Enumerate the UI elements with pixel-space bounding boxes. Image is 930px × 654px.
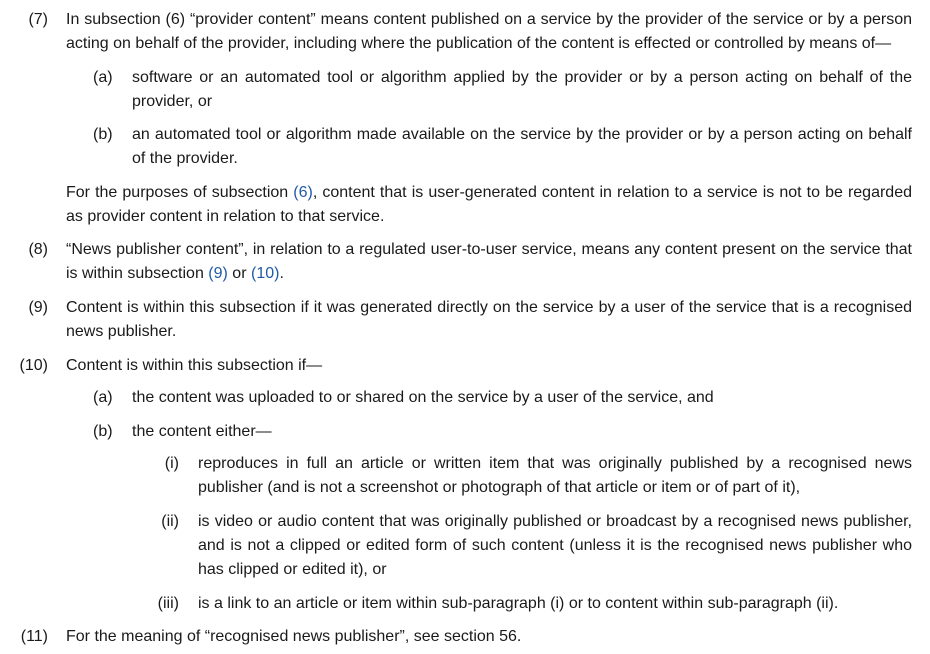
paragraph-7a-text: software or an automated tool or algorithm applied by the provider or by a person acting on behalf of the provider, or: [132, 69, 912, 110]
subparagraph-iii-number: (iii): [157, 595, 179, 612]
subsection-7-closing-text: [66, 181, 912, 229]
paragraph-10b-number: (b): [93, 423, 113, 440]
subsection-9-number: (9): [28, 299, 48, 316]
closing-text-after: , content that is user-generated content in relation to a service is not to be regarded as provider content in relation to that service.: [66, 184, 913, 225]
paragraph-7b-text: an automated tool or algorithm made available on the service by the provider or by a person acting on behalf of the provider.: [132, 126, 912, 167]
subsection-8-text-after: .: [279, 265, 284, 282]
subparagraph-iii-text: is a link to an article or item within sub-paragraph (i) or to content within sub-paragraph (ii).: [198, 595, 839, 612]
closing-text-before: For the purposes of subsection: [66, 184, 294, 201]
subsection-10-number: (10): [19, 357, 48, 374]
paragraph-7b-number: (b): [93, 126, 113, 143]
subsection-7-number: (7): [28, 11, 48, 28]
subsection-8-text-mid: or: [227, 265, 251, 282]
subparagraph-ii-number: (ii): [161, 513, 179, 530]
subsection-8-text: [66, 238, 912, 286]
link-subsection-10[interactable]: (10): [250, 265, 280, 282]
link-subsection-6[interactable]: (6): [293, 184, 313, 201]
paragraph-10a-text: the content was uploaded to or shared on the service by a user of the service, and: [132, 389, 714, 406]
subparagraph-i-number: (i): [164, 455, 179, 472]
subparagraph-i-text: reproduces in full an article or written item that was originally published by a recognised news publisher (and is not a screenshot or photograph of that article or item or of part of it),: [198, 455, 912, 496]
subsection-8-number: (8): [28, 241, 48, 258]
paragraph-10a-number: (a): [93, 389, 113, 406]
subsection-11-text: For the meaning of “recognised news publisher”, see section 56.: [66, 628, 522, 645]
paragraph-7a-number: (a): [93, 69, 113, 86]
paragraph-10b-text: the content either—: [132, 423, 272, 440]
link-subsection-9[interactable]: (9): [208, 265, 228, 282]
subsection-9-text: Content is within this subsection if it was generated directly on the service by a user of the service that is a recognised news publisher.: [66, 299, 912, 340]
subsection-8-text-before: “News publisher content”, in relation to a regulated user-to-user service, means any content present on the service that is within subsection: [66, 241, 912, 282]
subparagraph-ii-text: is video or audio content that was originally published or broadcast by a recognised news publisher, and is not a clipped or edited form of such content (unless it is the recognised news publisher who has clipped or edited it), or: [198, 513, 912, 578]
subsection-11-number: (11): [20, 628, 48, 645]
subsection-10-text: Content is within this subsection if—: [66, 357, 323, 374]
subsection-7-text: In subsection (6) “provider content” means content published on a service by the provider of the service or by a person acting on behalf of the provider, including where the publication of the content is effected or controlled by means of—: [66, 11, 912, 52]
